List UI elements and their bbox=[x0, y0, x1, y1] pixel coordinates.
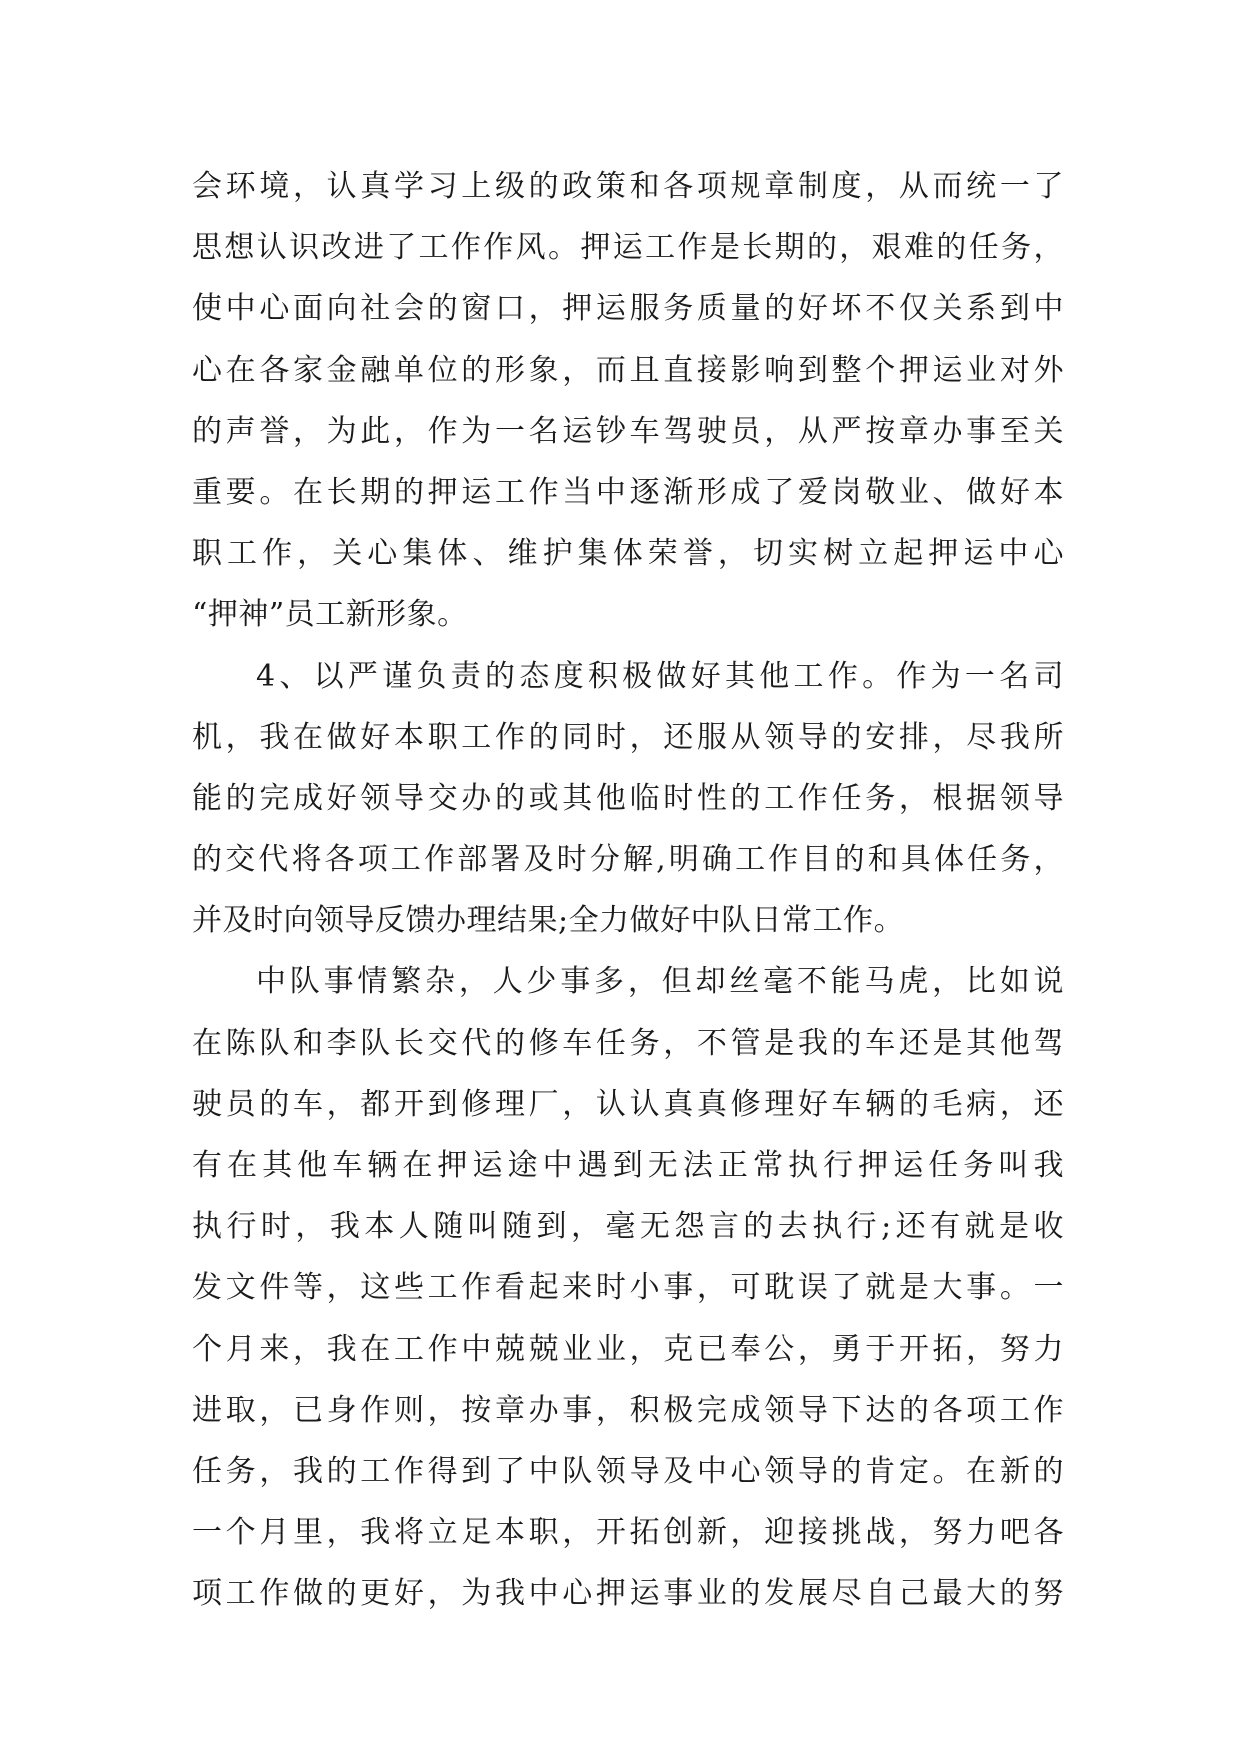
text-line: 使中心面向社会的窗口，押运服务质量的好坏不仅关系到中 bbox=[192, 291, 1064, 327]
paragraph-start-line: 中队事情繁杂，人少事多，但却丝毫不能马虎，比如说 bbox=[256, 964, 1064, 1000]
body-text bbox=[192, 156, 1064, 1625]
text-line: 能的完成好领导交办的或其他临时性的工作任务，根据领导 bbox=[192, 780, 1064, 816]
text-line: 会环境，认真学习上级的政策和各项规章制度，从而统一了 bbox=[192, 169, 1064, 204]
text-line: 进取，已身作则，按章办事，积极完成领导下达的各项工作 bbox=[192, 1392, 1064, 1428]
text-line: 的声誉，为此，作为一名运钞车驾驶员，从严按章办事至关 bbox=[192, 413, 1064, 449]
text-line: 思想认识改进了工作作风。押运工作是长期的，艰难的任务， bbox=[192, 230, 1064, 266]
text-line: 个月来，我在工作中兢兢业业，克已奉公，勇于开拓，努力 bbox=[192, 1331, 1064, 1367]
text-line: 驶员的车，都开到修理厂，认认真真修理好车辆的毛病，还 bbox=[192, 1086, 1064, 1122]
text-line: 职工作，关心集体、维护集体荣誉，切实树立起押运中心 bbox=[192, 536, 1064, 572]
text-line: 的交代将各项工作部署及时分解,明确工作目的和具体任务， bbox=[192, 842, 1064, 878]
text-line: 执行时，我本人随叫随到，毫无怨言的去执行;还有就是收 bbox=[192, 1209, 1064, 1245]
text-line: 一个月里，我将立足本职，开拓创新，迎接挑战，努力吧各 bbox=[192, 1515, 1064, 1551]
text-line: 重要。在长期的押运工作当中逐渐形成了爱岗敬业、做好本 bbox=[192, 474, 1064, 510]
text-line: 机，我在做好本职工作的同时，还服从领导的安排，尽我所 bbox=[192, 719, 1064, 755]
text-line: 发文件等，这些工作看起来时小事，可耽误了就是大事。一 bbox=[192, 1270, 1064, 1306]
text-line: “押神”员工新形象。 bbox=[192, 597, 468, 633]
text-line: 项工作做的更好，为我中心押运事业的发展尽自己最大的努 bbox=[192, 1576, 1064, 1612]
text-line: 任务，我的工作得到了中队领导及中心领导的肯定。在新的 bbox=[192, 1453, 1064, 1489]
text-line: 并及时向领导反馈办理结果;全力做好中队日常工作。 bbox=[192, 903, 905, 939]
text-line: 在陈队和李队长交代的修车任务，不管是我的车还是其他驾 bbox=[192, 1025, 1064, 1061]
paragraph-start-line: 4、以严谨负责的态度积极做好其他工作。作为一名司 bbox=[256, 658, 1064, 694]
text-line: 有在其他车辆在押运途中遇到无法正常执行押运任务叫我 bbox=[192, 1148, 1064, 1183]
text-line: 心在各家金融单位的形象，而且直接影响到整个押运业对外 bbox=[192, 352, 1064, 388]
